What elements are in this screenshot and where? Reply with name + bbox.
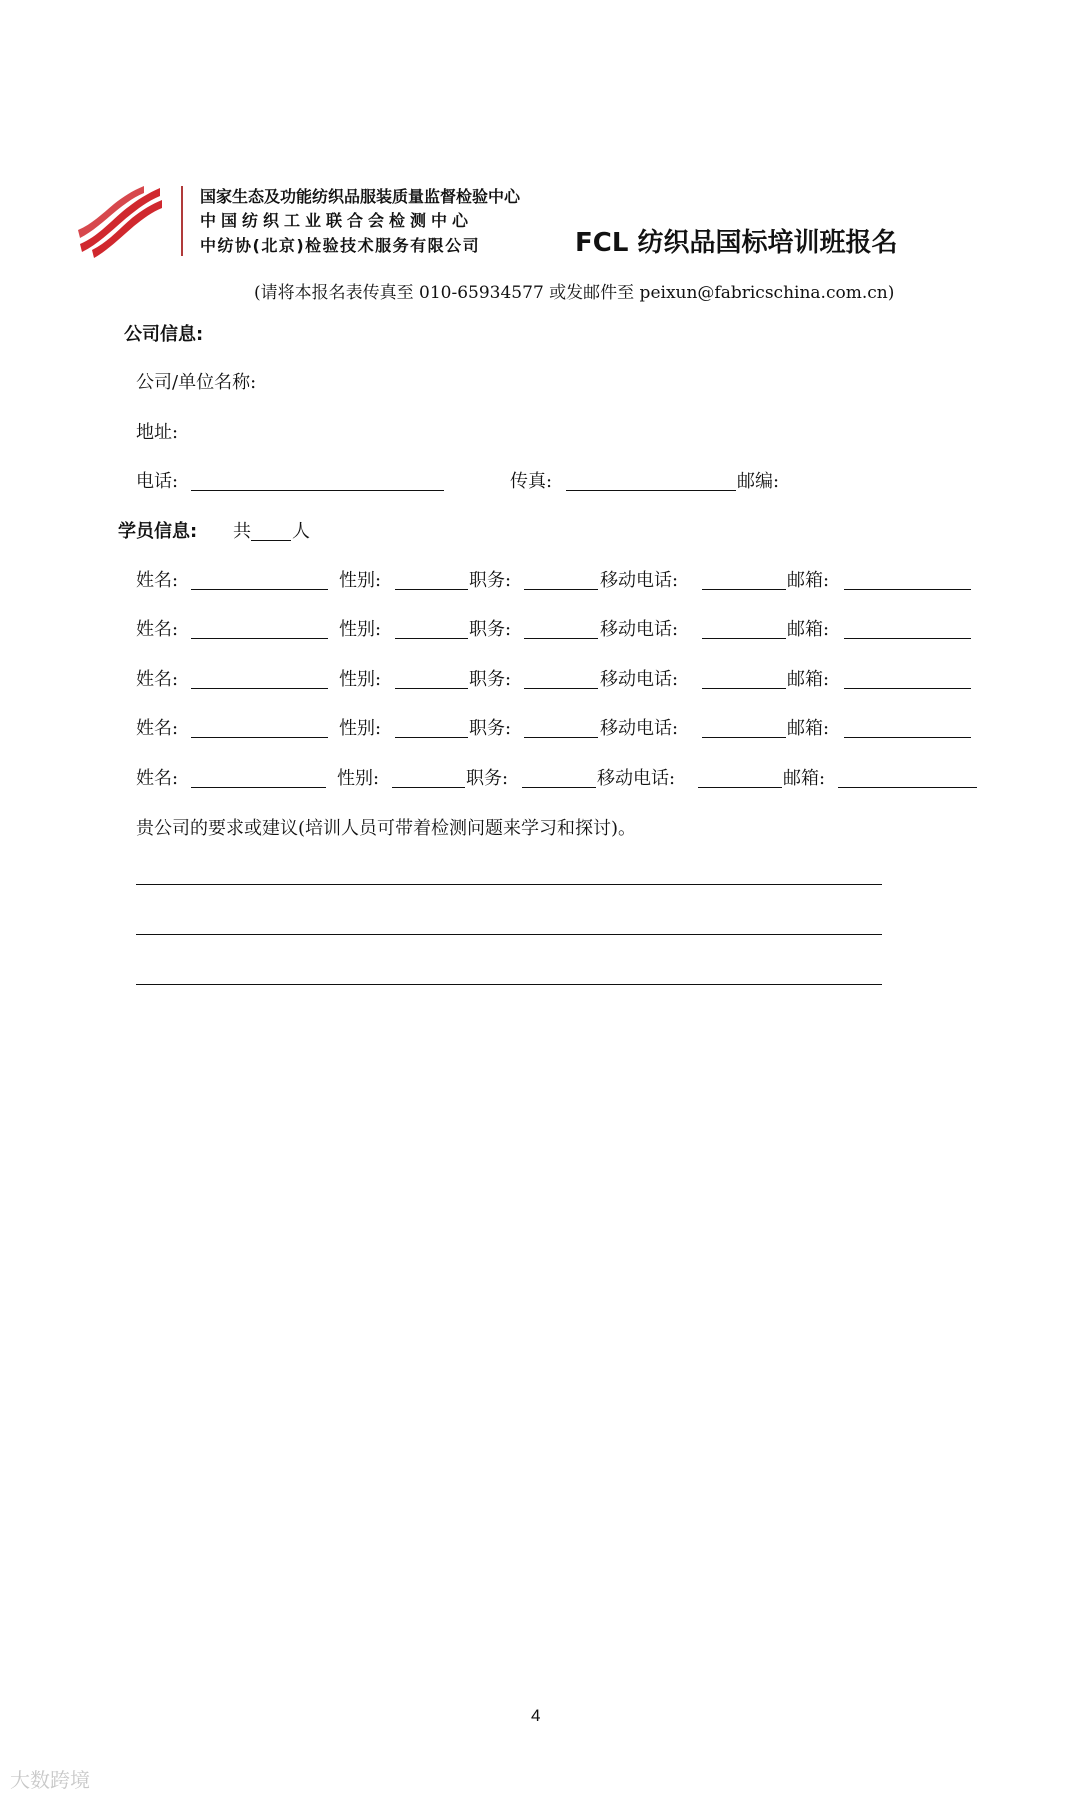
student-mobile-label: 移动电话: (597, 768, 676, 789)
student-position-label: 职务: (469, 570, 512, 591)
suggestion-line[interactable] (136, 984, 882, 985)
student-email-label: 邮箱: (787, 619, 830, 640)
suggestion-line[interactable] (136, 934, 882, 935)
student-name-field[interactable] (191, 638, 328, 639)
student-mobile-label: 移动电话: (600, 570, 679, 591)
student-position-label: 职务: (466, 768, 509, 789)
student-total-suffix: 人 (292, 521, 310, 542)
student-mobile-field[interactable] (702, 589, 786, 590)
student-mobile-label: 移动电话: (600, 718, 679, 739)
student-email-field[interactable] (844, 737, 971, 738)
student-email-field[interactable] (838, 787, 977, 788)
postcode-label: 邮编: (737, 471, 780, 492)
student-position-label: 职务: (469, 718, 512, 739)
student-gender-field[interactable] (392, 787, 465, 788)
student-name-label: 姓名: (136, 619, 179, 640)
student-name-label: 姓名: (136, 768, 179, 789)
org-name-1: 国家生态及功能纺织品服装质量监督检验中心 (200, 187, 521, 206)
student-gender-label: 性别: (339, 619, 382, 640)
fax-label: 传真: (510, 471, 553, 492)
student-position-label: 职务: (469, 669, 512, 690)
student-gender-label: 性别: (339, 570, 382, 591)
student-position-field[interactable] (524, 589, 598, 590)
form-subtitle: (请将本报名表传真至 010-65934577 或发邮件至 peixun@fabricschina.com.cn) (254, 283, 895, 303)
student-mobile-field[interactable] (698, 787, 782, 788)
student-gender-field[interactable] (395, 638, 468, 639)
student-email-field[interactable] (844, 638, 971, 639)
student-gender-label: 性别: (339, 718, 382, 739)
student-gender-field[interactable] (395, 737, 468, 738)
org-name-3: 中纺协(北京)检验技术服务有限公司 (200, 236, 481, 255)
student-mobile-field[interactable] (702, 737, 786, 738)
student-position-field[interactable] (524, 737, 598, 738)
student-email-label: 邮箱: (783, 768, 826, 789)
company-section-label: 公司信息: (124, 324, 204, 345)
student-name-label: 姓名: (136, 570, 179, 591)
student-email-label: 邮箱: (787, 718, 830, 739)
student-email-label: 邮箱: (787, 570, 830, 591)
student-name-field[interactable] (191, 688, 328, 689)
company-name-label: 公司/单位名称: (136, 372, 257, 393)
logo-divider (181, 186, 183, 256)
student-total-prefix: 共 (233, 521, 251, 542)
page-number: 4 (531, 1706, 541, 1725)
suggestions-label: 贵公司的要求或建议(培训人员可带着检测问题来学习和探讨)。 (136, 818, 637, 839)
phone-label: 电话: (136, 471, 179, 492)
watermark: 大数跨境 (10, 1768, 90, 1792)
student-section-label: 学员信息: (118, 521, 198, 542)
student-mobile-label: 移动电话: (600, 669, 679, 690)
student-name-field[interactable] (191, 737, 328, 738)
org-name-2: 中国纺织工业联合会检测中心 (200, 211, 474, 230)
student-mobile-label: 移动电话: (600, 619, 679, 640)
student-total-field[interactable] (251, 540, 291, 541)
student-name-label: 姓名: (136, 669, 179, 690)
student-position-label: 职务: (469, 619, 512, 640)
student-position-field[interactable] (522, 787, 596, 788)
student-name-label: 姓名: (136, 718, 179, 739)
form-title: FCL 纺织品国标培训班报名 (575, 228, 898, 258)
fax-field[interactable] (566, 490, 736, 491)
red-ribbon-logo-icon (78, 184, 162, 258)
address-label: 地址: (136, 422, 179, 443)
student-gender-field[interactable] (395, 688, 468, 689)
student-email-field[interactable] (844, 688, 971, 689)
phone-field[interactable] (191, 490, 444, 491)
student-gender-label: 性别: (339, 669, 382, 690)
student-mobile-field[interactable] (702, 688, 786, 689)
student-mobile-field[interactable] (702, 638, 786, 639)
student-name-field[interactable] (191, 589, 328, 590)
student-gender-field[interactable] (395, 589, 468, 590)
student-position-field[interactable] (524, 688, 598, 689)
student-name-field[interactable] (191, 787, 326, 788)
student-email-label: 邮箱: (787, 669, 830, 690)
student-gender-label: 性别: (337, 768, 380, 789)
suggestion-line[interactable] (136, 884, 882, 885)
student-position-field[interactable] (524, 638, 598, 639)
student-email-field[interactable] (844, 589, 971, 590)
